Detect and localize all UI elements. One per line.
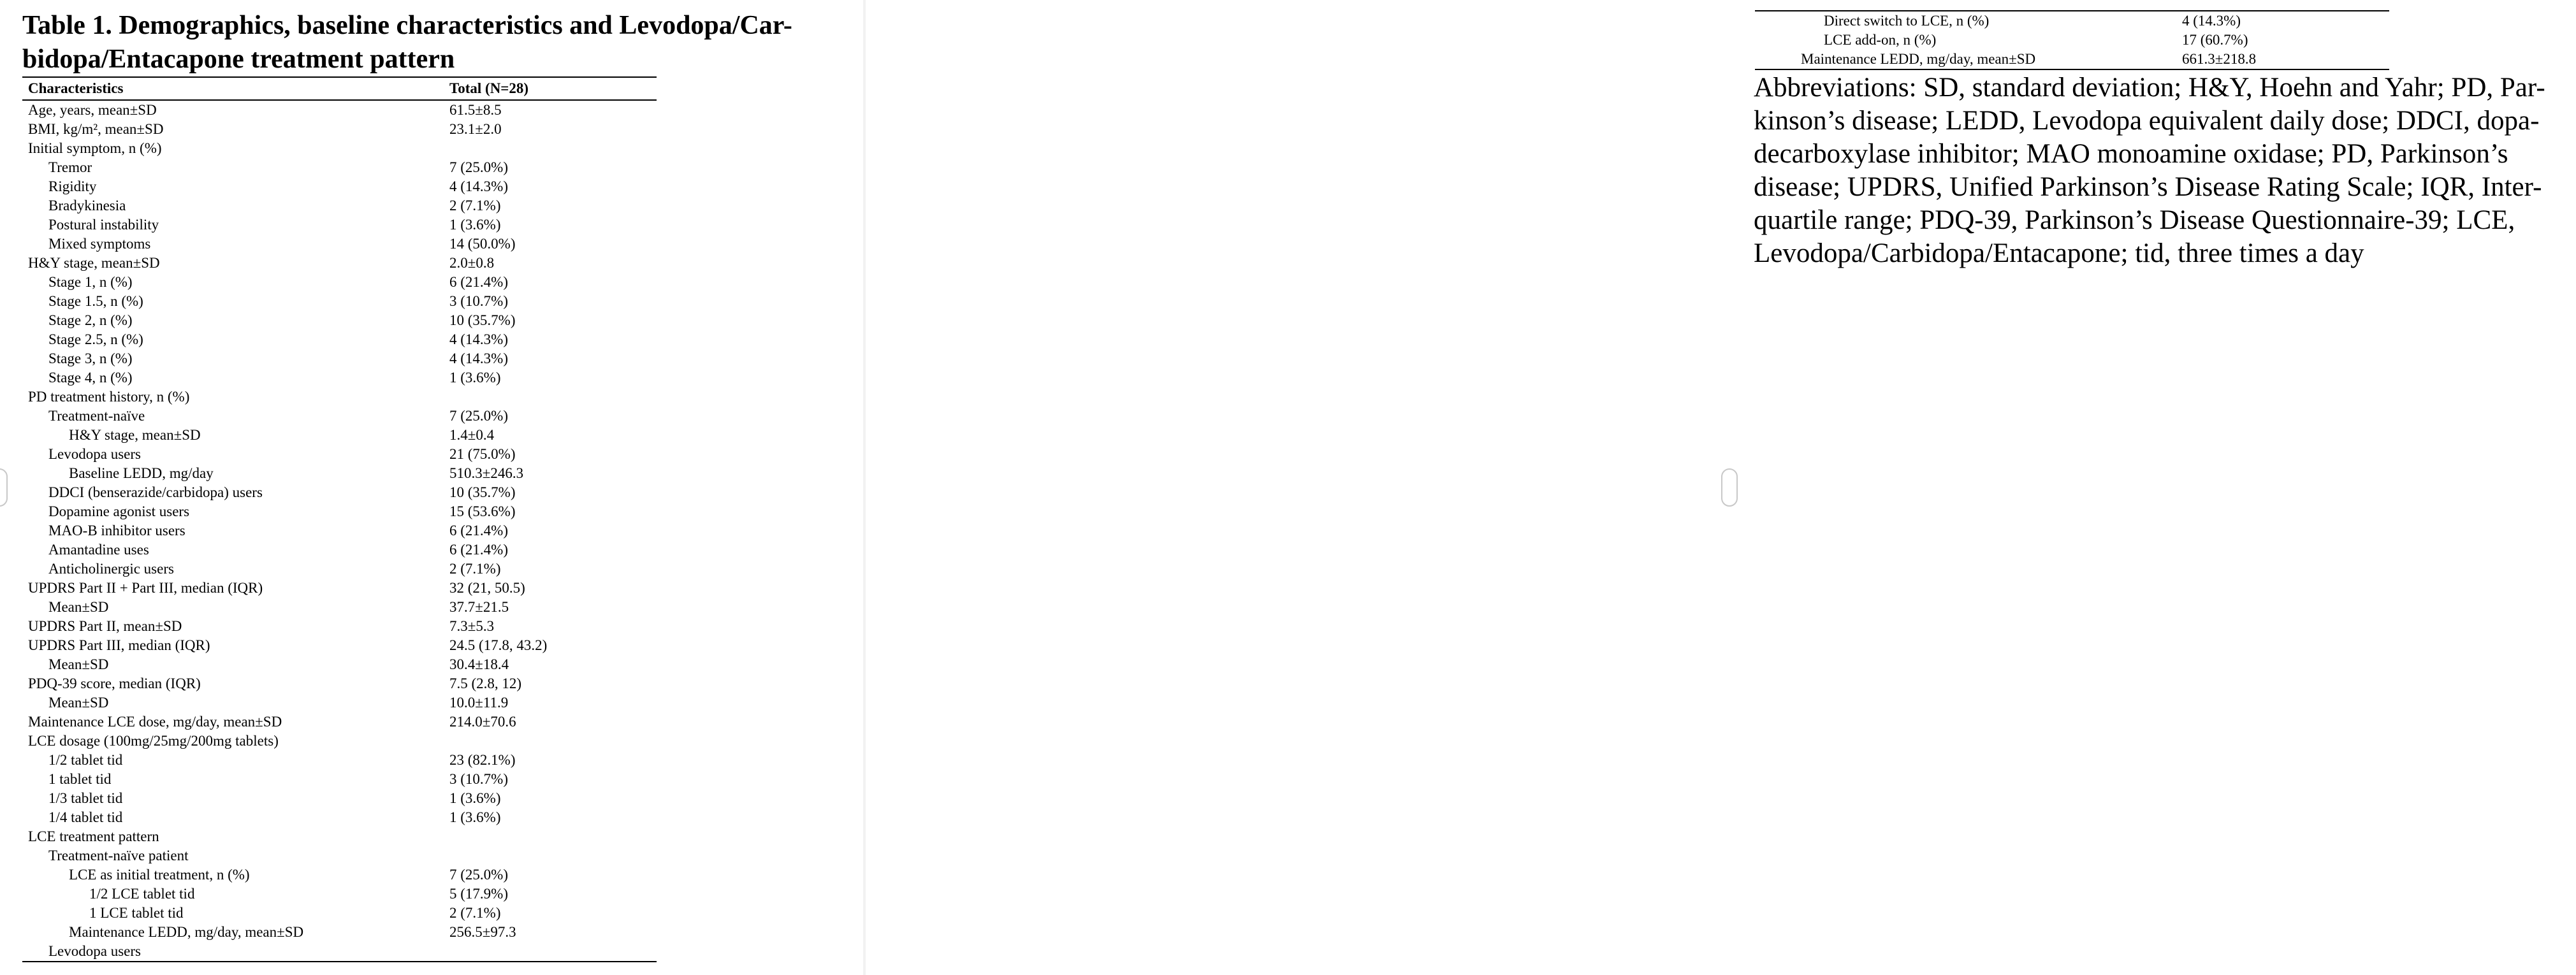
row-label: DDCI (benserazide/carbidopa) users <box>48 484 263 500</box>
row-value: 2 (7.1%) <box>449 198 501 213</box>
table-row <box>22 273 657 292</box>
table-row <box>22 732 657 751</box>
demographics-table-continued <box>1755 10 2389 70</box>
row-label: Treatment-naïve <box>48 408 145 424</box>
table-row <box>22 617 657 636</box>
table-row <box>22 865 657 885</box>
row-value: 4 (14.3%) <box>449 350 508 366</box>
table-row <box>22 292 657 311</box>
table-row <box>22 254 657 273</box>
row-value: 214.0±70.6 <box>449 714 516 730</box>
row-value: 37.7±21.5 <box>449 599 509 615</box>
row-label: UPDRS Part II, mean±SD <box>28 618 182 634</box>
table-row <box>22 387 657 407</box>
row-label: Stage 1, n (%) <box>48 274 133 290</box>
table-row <box>22 885 657 904</box>
row-label: 1/3 tablet tid <box>48 790 123 806</box>
table-row <box>22 636 657 655</box>
table-title-line: Table 1. Demographics, baseline characteristics and Levodopa/Car- <box>22 11 792 40</box>
table-row <box>22 215 657 235</box>
table-header-row <box>22 77 657 100</box>
table-row <box>22 139 657 158</box>
table-row <box>22 827 657 846</box>
table-row <box>22 311 657 330</box>
row-value: 6 (21.4%) <box>449 274 508 290</box>
row-value <box>444 139 657 158</box>
row-label: Bradykinesia <box>48 198 126 213</box>
row-label: Levodopa users <box>22 942 444 962</box>
previous-page-arrow[interactable] <box>0 468 8 507</box>
row-label: Maintenance LEDD, mg/day, mean±SD <box>1755 50 2182 69</box>
abbreviations-line: decarboxylase inhibitor; MAO monoamine oxidase; PD, Parkinson’s <box>1754 139 2508 169</box>
row-label: Rigidity <box>48 178 97 194</box>
table-row <box>22 712 657 732</box>
row-label: 1/4 tablet tid <box>48 809 123 825</box>
table-title <box>22 9 851 76</box>
left-page <box>0 0 863 975</box>
table-row <box>22 579 657 598</box>
row-label: H&Y stage, mean±SD <box>69 427 201 443</box>
table-row <box>22 904 657 923</box>
abbreviations-line: Levodopa/Carbidopa/Entacapone; tid, three times a day <box>1754 238 2364 268</box>
row-value: 7.3±5.3 <box>449 618 495 634</box>
row-label: Stage 2, n (%) <box>48 312 133 328</box>
row-label: LCE as initial treatment, n (%) <box>69 867 250 883</box>
abbreviations-line: kinson’s disease; LEDD, Levodopa equivalent daily dose; DDCI, dopa- <box>1754 106 2540 136</box>
table-row <box>22 655 657 674</box>
row-label: Levodopa users <box>48 446 141 462</box>
table-row <box>22 846 657 865</box>
table-row <box>1755 11 2389 31</box>
table-title-line: bidopa/Entacapone treatment pattern <box>22 45 455 74</box>
row-value: 1 (3.6%) <box>449 370 501 386</box>
abbreviations-paragraph <box>1754 71 2576 270</box>
row-value: 256.5±97.3 <box>449 924 516 940</box>
table-row <box>22 942 657 962</box>
row-value: 2 (7.1%) <box>449 561 501 577</box>
row-value: 7 (25.0%) <box>449 408 508 424</box>
row-value: 7 (25.0%) <box>449 159 508 175</box>
table-row <box>22 100 657 120</box>
row-value: 14 (50.0%) <box>449 236 516 252</box>
row-label: UPDRS Part II + Part III, median (IQR) <box>28 580 263 596</box>
table-row <box>22 426 657 445</box>
next-page-arrow[interactable] <box>1721 468 1738 507</box>
row-label: Baseline LEDD, mg/day <box>69 465 214 481</box>
row-label: Direct switch to LCE, n (%) <box>1755 11 2182 31</box>
table-row <box>22 445 657 464</box>
row-label: MAO-B inhibitor users <box>48 523 186 538</box>
table-row <box>22 464 657 483</box>
table-row <box>22 598 657 617</box>
row-label: 1 tablet tid <box>48 771 112 787</box>
row-value <box>444 846 657 865</box>
table-row <box>22 770 657 789</box>
row-value: 17 (60.7%) <box>2182 32 2248 48</box>
row-label: Stage 2.5, n (%) <box>48 331 143 347</box>
table-row <box>22 693 657 712</box>
abbreviations-line: disease; UPDRS, Unified Parkinson’s Disease Rating Scale; IQR, Inter- <box>1754 172 2542 202</box>
row-value: 1 (3.6%) <box>449 217 501 233</box>
header-total: Total (N=28) <box>444 77 657 100</box>
row-label: Stage 1.5, n (%) <box>48 293 143 309</box>
row-value: 10 (35.7%) <box>449 312 516 328</box>
row-label: Tremor <box>48 159 92 175</box>
row-label: UPDRS Part III, median (IQR) <box>28 637 210 653</box>
row-label: Amantadine uses <box>48 542 149 558</box>
row-label: PD treatment history, n (%) <box>28 389 190 405</box>
row-value: 661.3±218.8 <box>2182 50 2389 69</box>
table-row <box>22 789 657 808</box>
header-characteristics: Characteristics <box>22 77 444 100</box>
row-label: Mean±SD <box>48 599 109 615</box>
row-label: Age, years, mean±SD <box>28 102 157 118</box>
table-row <box>22 502 657 521</box>
table-row <box>22 540 657 560</box>
row-label: BMI, kg/m², mean±SD <box>28 121 164 137</box>
row-value: 61.5±8.5 <box>449 102 502 118</box>
demographics-table <box>22 76 657 962</box>
table-row <box>22 330 657 349</box>
row-value: 5 (17.9%) <box>449 886 508 902</box>
row-label: Mean±SD <box>48 695 109 711</box>
row-label: LCE add-on, n (%) <box>1824 32 1937 48</box>
table-row <box>22 235 657 254</box>
table-row <box>22 483 657 502</box>
table-row <box>22 368 657 387</box>
row-value: 15 (53.6%) <box>449 503 516 519</box>
table-row <box>22 177 657 196</box>
row-value: 1 (3.6%) <box>449 809 501 825</box>
row-value: 7 (25.0%) <box>449 867 508 883</box>
row-value: 23.1±2.0 <box>449 121 502 137</box>
row-label: Maintenance LCE dose, mg/day, mean±SD <box>28 714 282 730</box>
row-value: 10.0±11.9 <box>449 695 509 711</box>
row-value <box>444 942 657 962</box>
row-label: PDQ-39 score, median (IQR) <box>28 675 201 691</box>
row-value: 510.3±246.3 <box>449 465 524 481</box>
row-value <box>444 387 657 407</box>
row-label: Stage 3, n (%) <box>48 350 133 366</box>
row-value: 7.5 (2.8, 12) <box>449 675 522 691</box>
row-label: LCE dosage (100mg/25mg/200mg tablets) <box>28 733 279 749</box>
table-row <box>1755 31 2389 50</box>
row-value: 21 (75.0%) <box>449 446 516 462</box>
row-label: LCE treatment pattern <box>28 828 159 844</box>
row-label: Maintenance LEDD, mg/day, mean±SD <box>69 924 304 940</box>
table-row <box>1755 50 2389 69</box>
row-value: 2.0±0.8 <box>449 255 495 271</box>
row-value <box>444 827 657 846</box>
row-value: 3 (10.7%) <box>449 771 508 787</box>
row-label: Treatment-naïve patient <box>48 848 189 863</box>
row-value: 32 (21, 50.5) <box>449 580 525 596</box>
table-row <box>22 407 657 426</box>
row-value: 24.5 (17.8, 43.2) <box>449 637 548 653</box>
row-value: 4 (14.3%) <box>449 331 508 347</box>
row-value: 2 (7.1%) <box>449 905 501 921</box>
abbreviations-line: quartile range; PDQ-39, Parkinson’s Disease Questionnaire-39; LCE, <box>1754 205 2515 235</box>
table-row <box>22 120 657 139</box>
row-value: 4 (14.3%) <box>2182 11 2389 31</box>
row-label: 1/2 tablet tid <box>48 752 123 768</box>
row-value: 4 (14.3%) <box>449 178 508 194</box>
abbreviations-line: Abbreviations: SD, standard deviation; H&Y, Hoehn and Yahr; PD, Par- <box>1754 73 2545 103</box>
row-label: H&Y stage, mean±SD <box>28 255 160 271</box>
row-label: 1/2 LCE tablet tid <box>89 886 195 902</box>
table-row <box>22 674 657 693</box>
table-row <box>22 349 657 368</box>
row-value: 30.4±18.4 <box>449 656 509 672</box>
row-label: Mean±SD <box>48 656 109 672</box>
right-page <box>866 0 2545 975</box>
row-value: 6 (21.4%) <box>449 542 508 558</box>
row-label: Stage 4, n (%) <box>48 370 133 386</box>
row-label: Postural instability <box>48 217 159 233</box>
row-value: 1 (3.6%) <box>449 790 501 806</box>
row-value <box>444 732 657 751</box>
row-label: Dopamine agonist users <box>48 503 190 519</box>
row-value: 10 (35.7%) <box>449 484 516 500</box>
row-label: Mixed symptoms <box>48 236 151 252</box>
table-row <box>22 808 657 827</box>
row-value: 3 (10.7%) <box>449 293 508 309</box>
table-row <box>22 560 657 579</box>
row-value: 1.4±0.4 <box>449 427 495 443</box>
row-label: Anticholinergic users <box>48 561 174 577</box>
table-row <box>22 923 657 942</box>
row-label: 1 LCE tablet tid <box>89 905 184 921</box>
row-label: Initial symptom, n (%) <box>28 140 162 156</box>
table-row <box>22 158 657 177</box>
table-row <box>22 196 657 215</box>
row-value: 6 (21.4%) <box>449 523 508 538</box>
table-row <box>22 521 657 540</box>
table-row <box>22 751 657 770</box>
row-value: 23 (82.1%) <box>449 752 516 768</box>
